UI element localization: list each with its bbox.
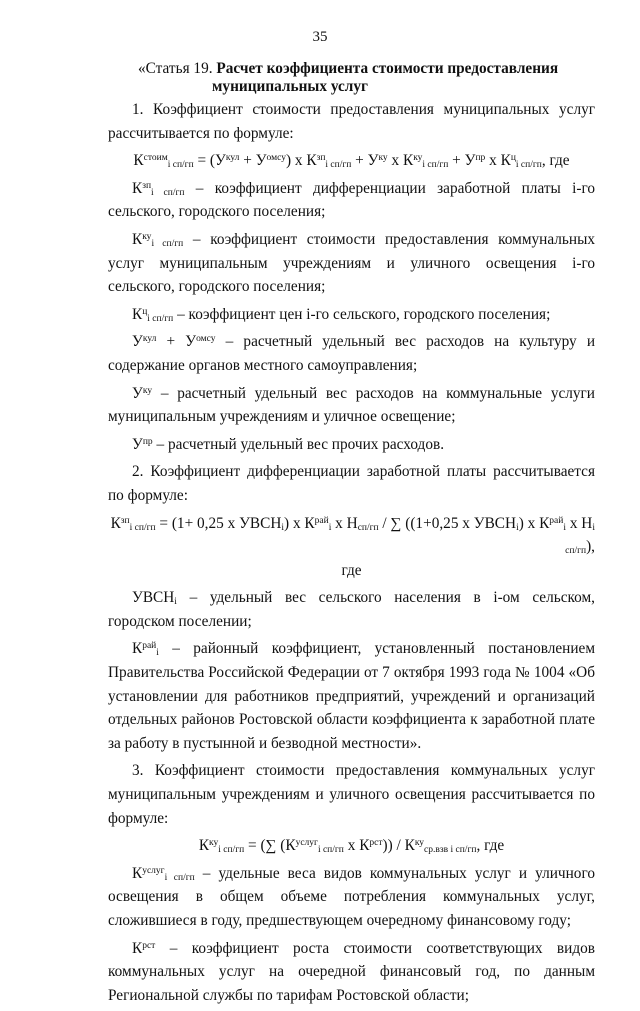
formula-utility-coefficient: $К^{ку}_{i сп/гп}$ = (∑ ($К^{услуг}_{i сп/гп}$ х $К^{рст})) / К^{ку}_{ср.взв i сп/гп}$, где bbox=[198, 837, 505, 856]
definition-kc: $К^ц_{i сп/гп}$ – коэффициент цен i-го сельского, городского поселения; bbox=[132, 305, 551, 324]
definition-ukul: $У^{кул} + У^{омсу}$ – расчетный удельный вес расходов на культуру и содержание органов местного самоуправления; bbox=[108, 333, 596, 374]
paragraph-2-intro: 2. Коэффициент дифференциации заработной платы рассчитывается по формуле: bbox=[108, 463, 595, 504]
article-prefix: «Статья 19. bbox=[138, 60, 213, 77]
article-heading bbox=[138, 60, 578, 96]
definition-kzp: $К^{зп}_{i сп/гп}$ – коэффициент дифференциации заработной платы i-го сельского, городского поселения; bbox=[108, 179, 595, 221]
article-title-line2: муниципальных услуг bbox=[212, 78, 368, 95]
formula-salary-tail: где bbox=[341, 561, 362, 579]
formula-salary-coefficient: $К^{зп}_{i сп/гп} = (1+ 0,25$ х $УВСН_i$) х $К^{рай}_i$ х $Н_{сп/гп}$ / ∑ ((1+0,25 х $УВСН_i$) х $К^{рай}_i$ х $Н_{i сп/гп}$), bbox=[110, 514, 595, 557]
definition-kuslug: $К^{услуг}_{i сп/гп}$ – удельные веса видов коммунальных услуг и уличного освещения в общем объеме потребления коммунальных услуг, сложившиеся в году, предшествующем очередному финансовому году; bbox=[108, 864, 595, 929]
definition-uvsn: $УВСН_i$ – удельный вес сельского населения в i-ом сельском, городском поселении; bbox=[108, 589, 595, 630]
article-body bbox=[108, 98, 595, 1011]
definition-uku: $У^{ку}$ – расчетный удельный вес расходов на коммунальные услуги муниципальным учреждениям и уличное освещение; bbox=[108, 384, 595, 426]
definition-krai: $К^{рай}_i$ – районный коэффициент, установленный постановлением Правительства Российской Федерации от 7 октября 1993 года № 1004 «Об установлении для работников предприятий, учреждений и организаций отдельных районов Ростовской области коэффициента к заработной плате за работу в пустынной и безводной местности». bbox=[108, 640, 596, 752]
definition-krst: $К^{рст}$ – коэффициент роста стоимости соответствующих видов коммунальных услуг на очередной финансовый год, по данным Региональной службы по тарифам Ростовской области; bbox=[108, 939, 595, 1004]
definition-upr: $У^{пр}$ – расчетный удельный вес прочих расходов. bbox=[132, 435, 445, 453]
paragraph-3-intro: 3. Коэффициент стоимости предоставления коммунальных услуг муниципальным учреждениям и уличного освещения рассчитывается по формуле: bbox=[108, 762, 595, 827]
definition-kku: $К^{ку}_{i сп/гп}$ – коэффициент стоимости предоставления коммунальных услуг муниципальным учреждениям и уличного освещения i-го сельского, городского поселения; bbox=[108, 230, 595, 296]
formula-cost-coefficient: $К^{стоим}_{i сп/гп} = (У^{кул} + У^{омсу})$ х $К^{зп}_{i сп/гп} + У^{ку}$ х $К^{ку}_{i сп/гп} + У^{пр}$ х $К^ц_{i сп/гп}$, где bbox=[133, 152, 570, 171]
paragraph-1-intro: 1. Коэффициент стоимости предоставления муниципальных услуг рассчитывается по формуле: bbox=[108, 101, 595, 142]
article-title-line1: Расчет коэффициента стоимости предоставления bbox=[216, 60, 559, 77]
page-number: 35 bbox=[312, 29, 328, 45]
